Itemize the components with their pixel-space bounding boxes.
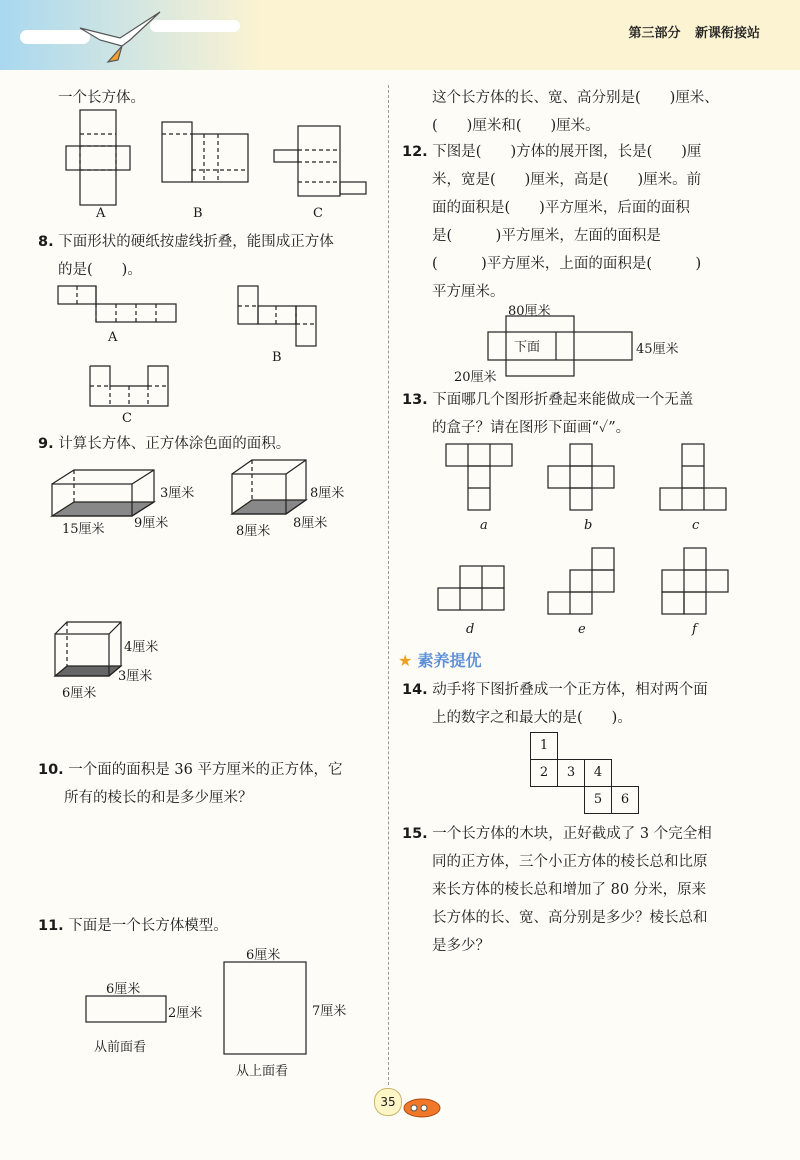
q9-fig2-height: 8厘米 [310,486,345,501]
q13-label-c: c [692,518,700,533]
q9-fig1-length: 15厘米 [62,522,105,537]
q9-fig1-height: 3厘米 [160,486,195,501]
q13-label-b: b [584,518,593,533]
q7-figure-c [272,126,372,206]
q14-number: 14. [402,682,428,698]
q11-front-width: 6厘米 [106,982,141,997]
column-divider [388,85,389,1085]
q9-fig2-length: 8厘米 [236,524,271,539]
q13-label-f: f [692,622,697,637]
q13-label-a: a [480,518,488,533]
q13-figure-f [662,548,732,618]
q8-option-b: B [272,350,282,365]
q11b-line2: ( )厘米和( )厘米。 [432,118,600,134]
q7-figure-a [62,110,152,210]
q12-line3: 面的面积是( )平方厘米，后面的面积 [432,200,690,216]
q11-top-width: 6厘米 [246,948,281,963]
star-icon: ★ [398,651,413,670]
seagull-icon [60,0,180,70]
q12-fig-bottom-label: 20厘米 [454,370,497,385]
q15-line2: 同的正方体，三个小正方体的棱长总和比原 [432,854,708,870]
q11-front-caption: 从前面看 [94,1040,147,1055]
q12-fig-face: 下面 [514,340,541,355]
q8-number: 8. [38,234,54,250]
q9-fig3-width: 3厘米 [118,669,153,684]
q14-cell-6: 6 [611,786,639,814]
q11-text: 下面是一个长方体模型。 [68,918,228,934]
q12-line5: ( )平方厘米，上面的面积是( ) [432,256,702,272]
q12-fig-top-label: 80厘米 [508,304,551,319]
section-heading [398,648,481,671]
q14-line1 [402,676,708,704]
q15-number: 15. [402,826,428,842]
q11b-line1: 这个长方体的长、宽、高分别是( )厘米、 [432,90,719,106]
q13-figure-a [446,444,516,514]
q15-line4: 长方体的长、宽、高分别是多少？棱长总和 [432,910,708,926]
q13-figure-c [660,444,730,514]
q8-text: 下面形状的硬纸按虚线折叠，能围成正方体 [58,234,334,250]
q9-cube-2 [232,460,322,520]
q11-front-view [86,996,176,1026]
q8-line1 [38,228,334,256]
q13-number: 13. [402,392,428,408]
q7-option-c: C [313,206,323,221]
q14-line2: 上的数字之和最大的是( )。 [432,710,632,726]
q12-number: 12. [402,144,428,160]
q7-option-b: B [193,206,203,221]
q12-fig-right-label: 45厘米 [636,342,679,357]
q13-line1 [402,386,693,414]
q14-cell-1: 1 [530,732,558,760]
q7-figure-b [162,122,252,192]
q12-text-1: 下图是( )方体的展开图，长是( )厘 [432,144,702,160]
q9-fig3-length: 6厘米 [62,686,97,701]
page-header [0,0,800,70]
q9-fig3-height: 4厘米 [124,640,159,655]
q8-line2: 的是( )。 [58,262,142,278]
q7-tail: 一个长方体。 [58,90,145,106]
q15-text-1: 一个长方体的木块，正好截成了 3 个完全相 [432,826,712,842]
q13-label-e: e [578,622,586,637]
q12-line6: 平方厘米。 [432,284,505,300]
q13-figure-d [438,566,508,616]
q9-fig2-width: 8厘米 [293,516,328,531]
header-title [618,22,760,41]
q14-cell-4: 4 [584,759,612,787]
q9-fig1-width: 9厘米 [134,516,169,531]
q14-cell-2: 2 [530,759,558,787]
q14-text: 动手将下图折叠成一个正方体，相对两个面 [432,682,708,698]
q15-line1 [402,820,712,848]
q8-figure-b [238,286,328,346]
q9-line [38,430,290,458]
page-number: 35 [374,1088,402,1116]
q12-net-figure [488,316,648,372]
section-title: 素养提优 [417,651,482,670]
q11-top-caption: 从上面看 [236,1064,289,1079]
q13-line2: 的盒子？请在图形下面画“✓”。 [432,420,631,436]
q8-option-a: A [108,330,118,345]
q15-line5: 是多少？ [432,938,490,954]
q10-number: 10. [38,762,64,778]
q15-line3: 来长方体的棱长总和增加了 80 分米，原来 [432,882,707,898]
q7-option-a: A [96,206,106,221]
q8-figure-c [90,366,180,411]
q12-line4: 是( )平方厘米，左面的面积是 [432,228,661,244]
q12-line2: 米，宽是( )厘米，高是( )厘米。前 [432,172,702,188]
q10-line2: 所有的棱长的和是多少厘米？ [64,790,253,806]
submarine-icon [400,1094,450,1124]
q13-figure-b [548,444,618,514]
q13-text: 下面哪几个图形折叠起来能做成一个无盖 [432,392,694,408]
q11-top-height: 7厘米 [312,1004,347,1019]
header-section: 新课衔接站 [694,26,760,41]
q11-line [38,912,228,940]
q11-front-height: 2厘米 [168,1006,203,1021]
q10-line1 [38,756,342,784]
q8-option-c: C [122,411,132,426]
q10-text: 一个面的面积是 36 平方厘米的正方体，它 [68,762,343,778]
q11-top-view [224,962,314,1062]
q11-number: 11. [38,918,64,934]
q8-figure-a [58,286,188,326]
q9-text: 计算长方体、正方体涂色面的面积。 [58,436,291,452]
q14-cell-5: 5 [584,786,612,814]
q13-figure-e [548,548,618,618]
q9-number: 9. [38,436,54,452]
q12-line1 [402,138,701,166]
q14-cell-3: 3 [557,759,585,787]
q13-label-d: d [466,622,475,637]
header-part: 第三部分 [628,26,681,41]
